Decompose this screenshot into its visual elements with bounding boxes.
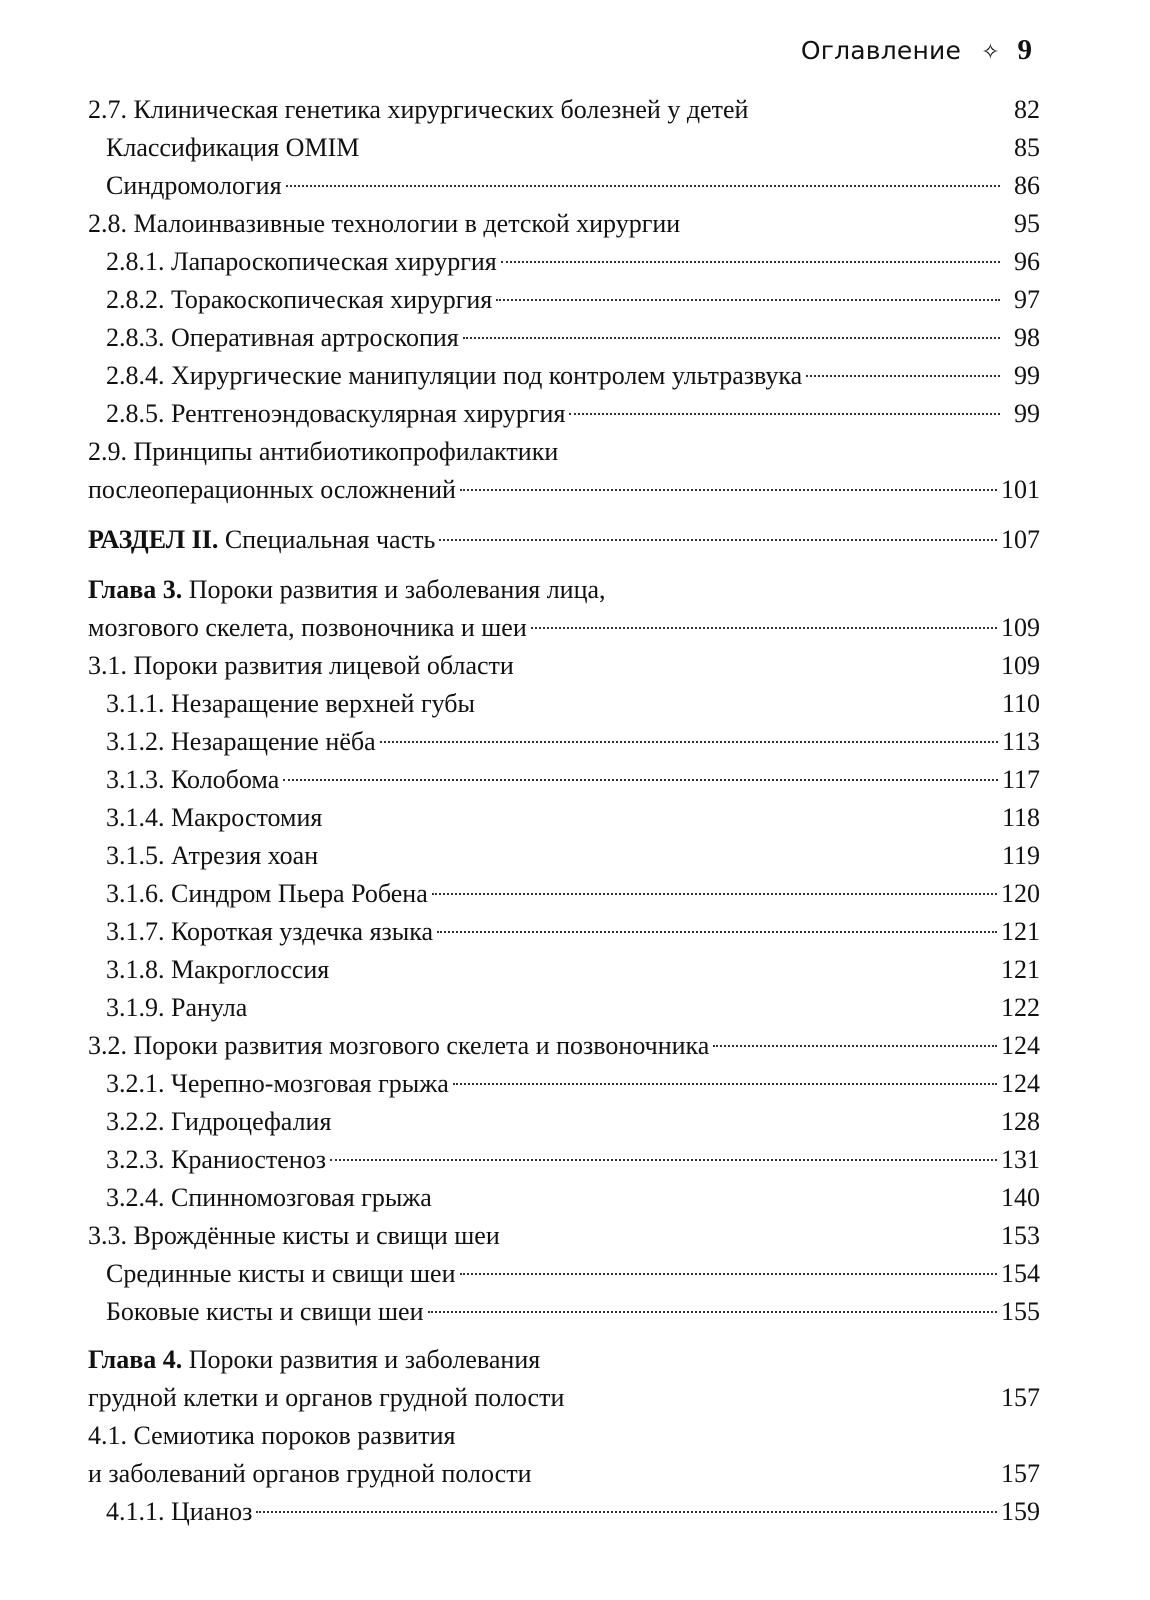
toc-entry[interactable] [88, 521, 1040, 559]
toc-entry-page: 119 [1001, 841, 1040, 870]
toc-entry-text: 2.8.3. Оперативная артроскопия [106, 323, 459, 352]
dot-leader [806, 375, 1000, 377]
toc-entry-page: 124 [1001, 1069, 1040, 1098]
dot-leader [256, 1511, 997, 1513]
toc-entry[interactable] [88, 647, 1040, 685]
toc-entry-page: 86 [1014, 171, 1040, 200]
toc-entry-text: 4.1. Семиотика пороков развития [88, 1421, 456, 1450]
toc-entry-text: 3.1.1. Незаращение верхней губы [106, 689, 475, 718]
toc-entry-text: 2.9. Принципы антибиотикопрофилактики [88, 437, 559, 466]
toc-entry-page: 95 [1014, 209, 1040, 238]
toc-entry-page: 82 [1014, 95, 1040, 124]
toc-entry-page: 131 [1001, 1145, 1040, 1174]
dot-leader [460, 489, 997, 491]
toc-entry-page: 122 [1001, 993, 1040, 1022]
dot-leader [713, 1045, 997, 1047]
toc-entry-page: 107 [1001, 525, 1040, 554]
toc-entry-text: 2.8.2. Торакоскопическая хирургия [106, 285, 493, 314]
toc-entry-page: 153 [1001, 1221, 1040, 1250]
toc-entry[interactable] [88, 685, 1040, 723]
dot-leader [437, 931, 997, 933]
toc-entry-page: 124 [1001, 1031, 1040, 1060]
toc-entry-text: 3.2.3. Краниостеноз [106, 1145, 326, 1174]
dot-leader [453, 1083, 997, 1085]
toc-entry-page: 128 [1001, 1107, 1040, 1136]
toc-entry[interactable] [88, 571, 1040, 647]
toc-entry[interactable] [88, 1217, 1040, 1255]
running-header [801, 34, 1032, 67]
toc-entry-page: 121 [1001, 955, 1040, 984]
toc-entry[interactable] [88, 1255, 1040, 1293]
toc-entry[interactable] [88, 1103, 1040, 1141]
toc-entry-text: грудной клетки и органов грудной полости [88, 1383, 565, 1412]
toc-entry-page: 154 [1001, 1259, 1040, 1288]
toc-entry-text: Синдромология [106, 171, 282, 200]
toc-entry-page: 118 [1001, 803, 1040, 832]
toc-entry[interactable] [88, 799, 1040, 837]
dot-leader [428, 1311, 998, 1313]
toc-entry-text: Глава 4. Пороки развития и заболевания [88, 1345, 541, 1374]
toc-entry-text: 3.1.6. Синдром Пьера Робена [106, 879, 428, 908]
toc-entry[interactable] [88, 319, 1040, 357]
toc-entry[interactable] [88, 1341, 1040, 1417]
toc-entry[interactable] [88, 167, 1040, 205]
toc-entry[interactable] [88, 837, 1040, 875]
toc-entry[interactable] [88, 913, 1040, 951]
dot-leader [439, 539, 997, 541]
dot-leader [432, 893, 997, 895]
toc-entry[interactable] [88, 761, 1040, 799]
toc-entry-page: 99 [1014, 399, 1040, 428]
toc-entry-text: Боковые кисты и свищи шеи [106, 1297, 424, 1326]
toc-entry-page: 110 [1001, 689, 1040, 718]
dot-leader [286, 185, 1000, 187]
dot-leader [380, 741, 998, 743]
toc-entry-text: Классификация OMIM [106, 133, 360, 162]
toc-entry-page: 157 [1001, 1459, 1040, 1488]
dot-leader [283, 779, 998, 781]
toc-entry-page: 155 [1001, 1297, 1040, 1326]
toc-entry-text: 3.1.9. Ранула [106, 993, 248, 1022]
toc-entry[interactable] [88, 281, 1040, 319]
toc-entry-text: 2.8.5. Рентгеноэндоваскулярная хирургия [106, 399, 566, 428]
toc-entry[interactable] [88, 1293, 1040, 1331]
toc-entry-page: 109 [1001, 651, 1040, 680]
toc-entry-page: 140 [1001, 1183, 1040, 1212]
toc-entry-page: 96 [1014, 247, 1040, 276]
toc-entry[interactable] [88, 1141, 1040, 1179]
toc-entry-page: 117 [1001, 765, 1040, 794]
toc-entry-text: 3.1.4. Макростомия [106, 803, 323, 832]
toc-entry-text: Глава 3. Пороки развития и заболевания лица, [88, 575, 606, 604]
toc-entry-page: 97 [1014, 285, 1040, 314]
toc-entry-text: 3.2.2. Гидроцефалия [106, 1107, 332, 1136]
toc-entry[interactable] [88, 205, 1040, 243]
toc-entry-text: 3.1.2. Незаращение нёба [106, 727, 376, 756]
dot-leader [330, 1159, 997, 1161]
toc-entry[interactable] [88, 1065, 1040, 1103]
running-title: Оглавление [800, 36, 962, 65]
toc-entry-page: 159 [1001, 1497, 1040, 1526]
toc-entry[interactable] [88, 433, 1040, 509]
toc-entry[interactable] [88, 951, 1040, 989]
toc-entry-text: послеоперационных осложнений [88, 475, 456, 504]
toc-entry-page: 120 [1001, 879, 1040, 908]
toc-entry-page: 121 [1001, 917, 1040, 946]
toc-entry-text: 2.7. Клиническая генетика хирургических болезней у детей [88, 95, 749, 124]
toc-entry-page: 98 [1014, 323, 1040, 352]
toc-entry[interactable] [88, 875, 1040, 913]
toc-entry-text: 3.2. Пороки развития мозгового скелета и позвоночника [88, 1031, 710, 1060]
toc-entry-text: 3.2.1. Черепно-мозговая грыжа [106, 1069, 449, 1098]
toc-entry[interactable] [88, 243, 1040, 281]
toc-entry-text: 3.1.3. Колобома [106, 765, 280, 794]
dot-leader [460, 1273, 998, 1275]
toc-entry[interactable] [88, 723, 1040, 761]
toc-entry-text: РАЗДЕЛ II. Специальная часть [88, 525, 436, 554]
toc-entry[interactable] [88, 1417, 1040, 1493]
toc-entry-page: 157 [1001, 1383, 1040, 1412]
toc-entry-text: и заболеваний органов грудной полости [88, 1459, 532, 1488]
toc-entry-page: 85 [1014, 133, 1040, 162]
toc-entry[interactable] [88, 1179, 1040, 1217]
toc-entry-page: 101 [1001, 475, 1040, 504]
toc-entry[interactable] [88, 357, 1040, 395]
toc-entry-text: 2.8. Малоинвазивные технологии в детской хирургии [88, 209, 681, 238]
toc-entry[interactable] [88, 1493, 1040, 1531]
toc-entry[interactable] [88, 989, 1040, 1027]
toc-entry-page: 113 [1001, 727, 1040, 756]
toc-entry[interactable] [88, 1027, 1040, 1065]
toc-entry-text: Срединные кисты и свищи шеи [106, 1259, 456, 1288]
dot-leader [496, 299, 1000, 301]
toc-entry-text: мозгового скелета, позвоночника и шеи [88, 613, 527, 642]
toc-entry-text: 3.1.7. Короткая уздечка языка [106, 917, 434, 946]
toc-entry-text: 3.1. Пороки развития лицевой области [88, 651, 514, 680]
page-number: 9 [1017, 34, 1032, 66]
toc-entry-text: 4.1.1. Цианоз [106, 1497, 253, 1526]
toc-entry-text: 3.2.4. Спинномозговая грыжа [106, 1183, 432, 1212]
toc-entry[interactable] [88, 395, 1040, 433]
toc-entry-text: 2.8.4. Хирургические манипуляции под контролем ультразвука [106, 361, 803, 390]
ornament-icon: ✧ [981, 40, 1000, 65]
dot-leader [531, 627, 997, 629]
toc-entry-page: 109 [1001, 613, 1040, 642]
toc-entry-text: 2.8.1. Лапароскопическая хирургия [106, 247, 497, 276]
toc-entry-text: 3.1.8. Макроглоссия [106, 955, 330, 984]
dot-leader [463, 337, 1000, 339]
dot-leader [501, 261, 1000, 263]
toc-entry-label: Глава 4. [88, 1345, 183, 1374]
toc-entry[interactable] [88, 91, 1040, 129]
toc-entry-text: 3.3. Врождённые кисты и свищи шеи [88, 1221, 500, 1250]
toc-entry-page: 99 [1014, 361, 1040, 390]
dot-leader [569, 413, 1000, 415]
toc-entry-label: РАЗДЕЛ II. [88, 525, 219, 554]
toc-entry[interactable] [88, 129, 1040, 167]
toc-entry-label: Глава 3. [88, 575, 183, 604]
toc-entry-text: 3.1.5. Атрезия хоан [106, 841, 319, 870]
table-of-contents [88, 91, 1040, 1531]
